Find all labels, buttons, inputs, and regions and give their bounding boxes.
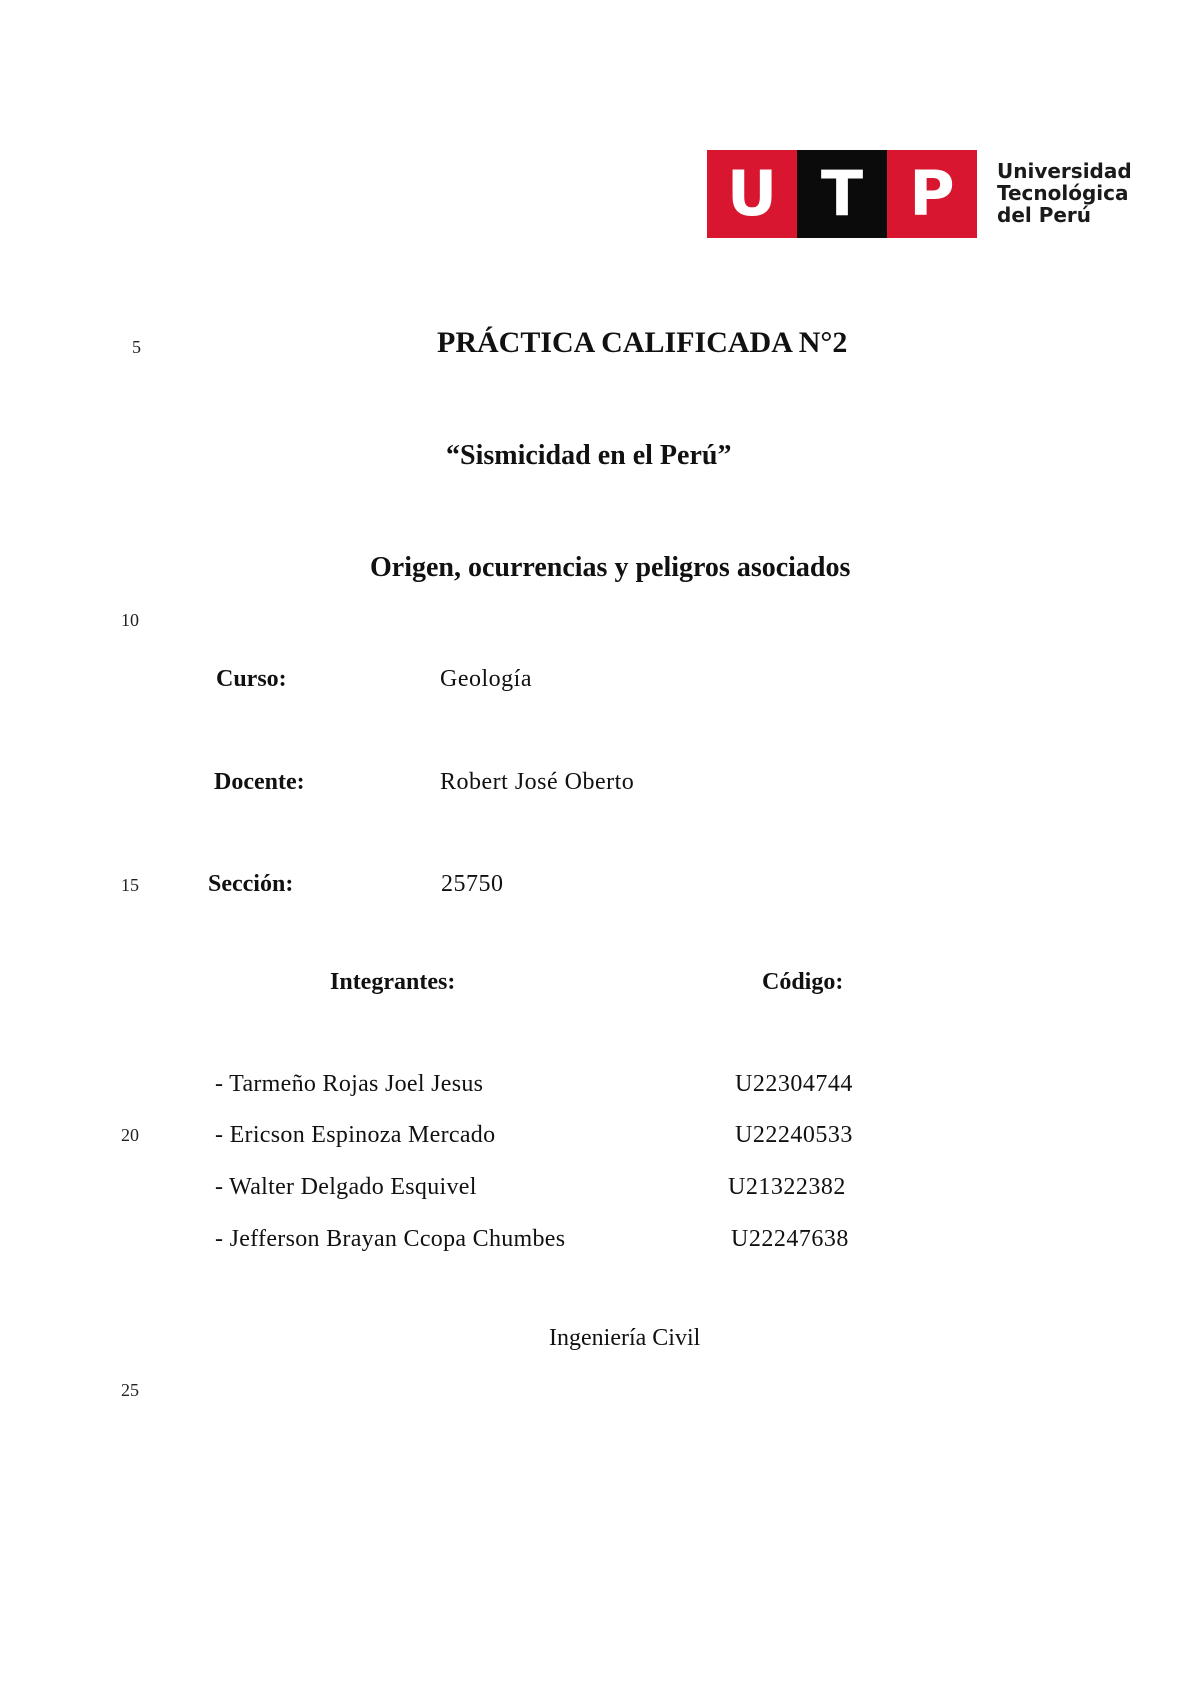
line-number-25: 25 bbox=[121, 1380, 139, 1400]
codes-header: Código: bbox=[762, 969, 844, 995]
seccion-value: 25750 bbox=[441, 871, 504, 897]
document-title: PRÁCTICA CALIFICADA N°2 bbox=[437, 326, 848, 359]
logo-text-line-2: Tecnológica bbox=[997, 181, 1129, 205]
document-heading: Origen, ocurrencias y peligros asociados bbox=[370, 552, 851, 583]
member-code-3: U21322382 bbox=[728, 1174, 846, 1200]
utp-logo bbox=[707, 150, 977, 238]
curso-value: Geología bbox=[440, 666, 532, 692]
line-number-15: 15 bbox=[121, 875, 139, 895]
member-code-4: U22247638 bbox=[731, 1226, 849, 1252]
line-number-5: 5 bbox=[132, 337, 141, 357]
members-header: Integrantes: bbox=[330, 969, 456, 995]
logo-text-line-1: Universidad bbox=[997, 159, 1132, 183]
logo-wordmark bbox=[997, 160, 1132, 226]
member-name-1: - Tarmeño Rojas Joel Jesus bbox=[215, 1071, 484, 1097]
member-name-4: - Jefferson Brayan Ccopa Chumbes bbox=[215, 1226, 566, 1252]
docente-value: Robert José Oberto bbox=[440, 769, 635, 795]
career: Ingeniería Civil bbox=[549, 1325, 701, 1351]
member-code-1: U22304744 bbox=[735, 1071, 853, 1097]
member-code-2: U22240533 bbox=[735, 1122, 853, 1148]
logo-letter-u: U bbox=[707, 150, 797, 238]
line-number-10: 10 bbox=[121, 610, 139, 630]
member-name-3: - Walter Delgado Esquivel bbox=[215, 1174, 477, 1200]
member-name-2: - Ericson Espinoza Mercado bbox=[215, 1122, 496, 1148]
logo-letter-p: P bbox=[887, 150, 977, 238]
docente-label: Docente: bbox=[214, 769, 305, 795]
line-number-20: 20 bbox=[121, 1125, 139, 1145]
logo-letter-t: T bbox=[797, 150, 887, 238]
document-subtitle: “Sismicidad en el Perú” bbox=[446, 440, 732, 471]
curso-label: Curso: bbox=[216, 666, 287, 692]
logo-text-line-3: del Perú bbox=[997, 203, 1092, 227]
seccion-label: Sección: bbox=[208, 871, 294, 897]
